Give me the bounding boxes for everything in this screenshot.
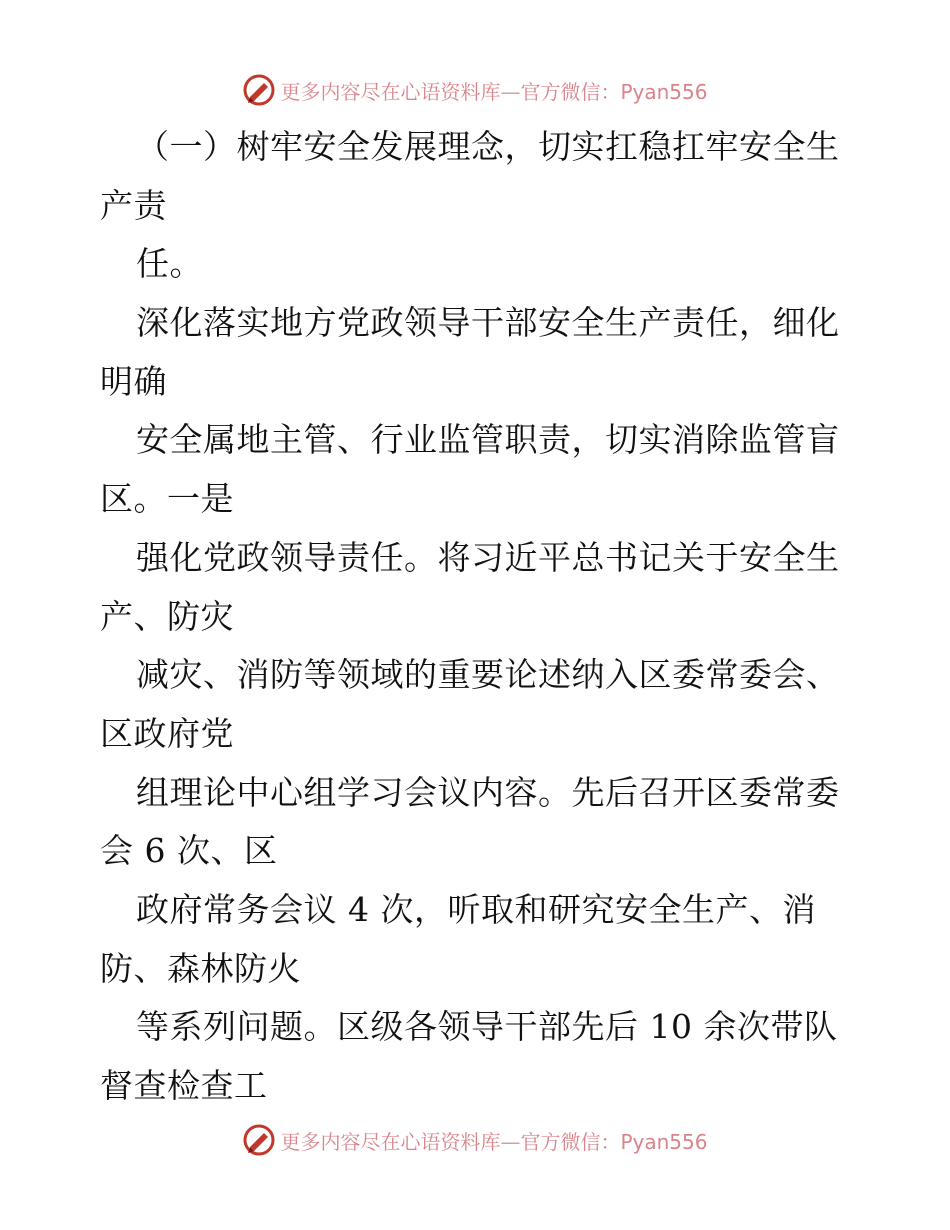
text-line: 深化落实地方党政领导干部安全生产责任，细化 [136,303,840,343]
text-line: 区。一是 [100,479,234,519]
watermark-text [280,1126,707,1155]
text-line: 产、防灾 [100,596,234,636]
document-body [100,118,860,1116]
text-line: 强化党政领导责任。将习近平总书记关于安全生 [136,537,840,577]
pen-logo-icon [242,73,276,107]
text-line: 明确 [100,361,167,401]
text-line: 防、森林防火 [100,948,301,988]
text-line: 会 6 次、区 [100,831,278,871]
pen-logo-icon [242,1123,276,1157]
watermark-dash: — [500,79,521,104]
text-line: 督查检查工 [100,1066,268,1105]
watermark-text [280,76,707,105]
watermark-dash: — [500,1129,521,1154]
text-line: （一）树牢安全发展理念，切实扛稳扛牢安全生 [136,127,840,166]
text-line: 任。 [136,244,203,284]
watermark-footer [0,1120,950,1160]
watermark-brand: 更多内容尽在心语资料库 [280,1129,501,1154]
watermark-suffix: 官方微信：Pyan556 [520,79,708,104]
text-line: 等系列问题。区级各领导干部先后 10 余次带队 [136,1007,838,1047]
text-line: 政府常务会议 4 次，听取和研究安全生产、消 [136,889,816,929]
text-line: 减灾、消防等领域的重要论述纳入区委常委会、 [136,655,840,695]
watermark-brand: 更多内容尽在心语资料库 [280,79,501,104]
text-line: 组理论中心组学习会议内容。先后召开区委常委 [136,772,840,812]
text-line: 区政府党 [100,713,234,753]
watermark-suffix: 官方微信：Pyan556 [520,1129,708,1154]
text-line: 安全属地主管、行业监管职责，切实消除监管盲 [136,420,840,460]
watermark-header [0,70,950,110]
text-line: 产责 [100,185,167,225]
